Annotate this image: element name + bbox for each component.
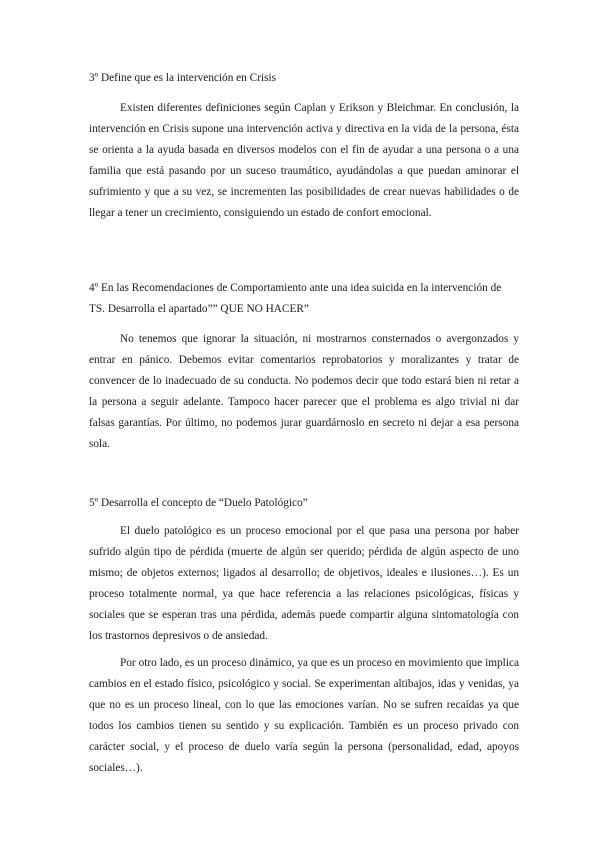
section-4-paragraph: No tenemos que ignorar la situación, ni mostrarnos consternados o avergonzados y entrar en pánico. Debemos evitar comentarios reprobatorios y moralizantes y tratar de convencer de lo inadecuado de su conducta. No podemos decir que todo estará bien ni retar a la persona a seguir adelante. Tampoco hacer parecer que el problema es algo trivial ni dar falsas garantías. Por último, no podemos jurar guardárnoslo en secreto ni dejar a esa persona sola.	[89, 333, 519, 450]
section-5-paragraph-1: El duelo patológico es un proceso emocional por el que pasa una persona por haber sufrido algún tipo de pérdida (muerte de algún ser querido; pérdida de algún aspecto de uno mismo; de objetos externos; ligados al desarrollo; de objetivos, ideales e ilusiones…). Es un proceso totalmente normal, ya que hace referencia a las relaciones psicológicas, físicas y sociales que se esperan tras una pérdida, además puede compartir alguna sintomatología con los trastornos depresivos o de ansiedad.	[89, 525, 519, 642]
section-4-heading: 4º En las Recomendaciones de Comportamiento ante una idea suicida en la intervención de TS. Desarrolla el apartado”” QUE NO HACER”	[89, 282, 502, 315]
section-3-paragraph: Existen diferentes definiciones según Caplan y Erikson y Bleichmar. En conclusión, la intervención en Crisis supone una intervención activa y directiva en la vida de la persona, ésta se orienta a la ayuda basada en diversos modelos con el fin de ayudar a una persona o a una familia que está pasando por un suceso traumático, ayudándolas a que puedan aminorar el sufrimiento y que a su vez, se incrementen las posibilidades de crear nuevas habilidades o de llegar a tener un crecimiento, consiguiendo un estado de confort emocional.	[89, 102, 519, 219]
section-5-heading: 5º Desarrolla el concepto de “Duelo Patológico”	[89, 497, 308, 509]
section-3-heading: 3º Define que es la intervención en Crisis	[89, 72, 277, 84]
section-5-paragraph-2: Por otro lado, es un proceso dinámico, ya que es un proceso en movimiento que implica cambios en el estado físico, psicológico y social. Se experimentan altibajos, idas y venidas, ya que no es un proceso lineal, con lo que las emociones varían. No se sufren recaídas ya que todos los cambios tienen su sentido y su explicación. También es un proceso privado con carácter social, y el proceso de duelo varía según la persona (personalidad, edad, apoyos sociales…).	[89, 657, 519, 774]
